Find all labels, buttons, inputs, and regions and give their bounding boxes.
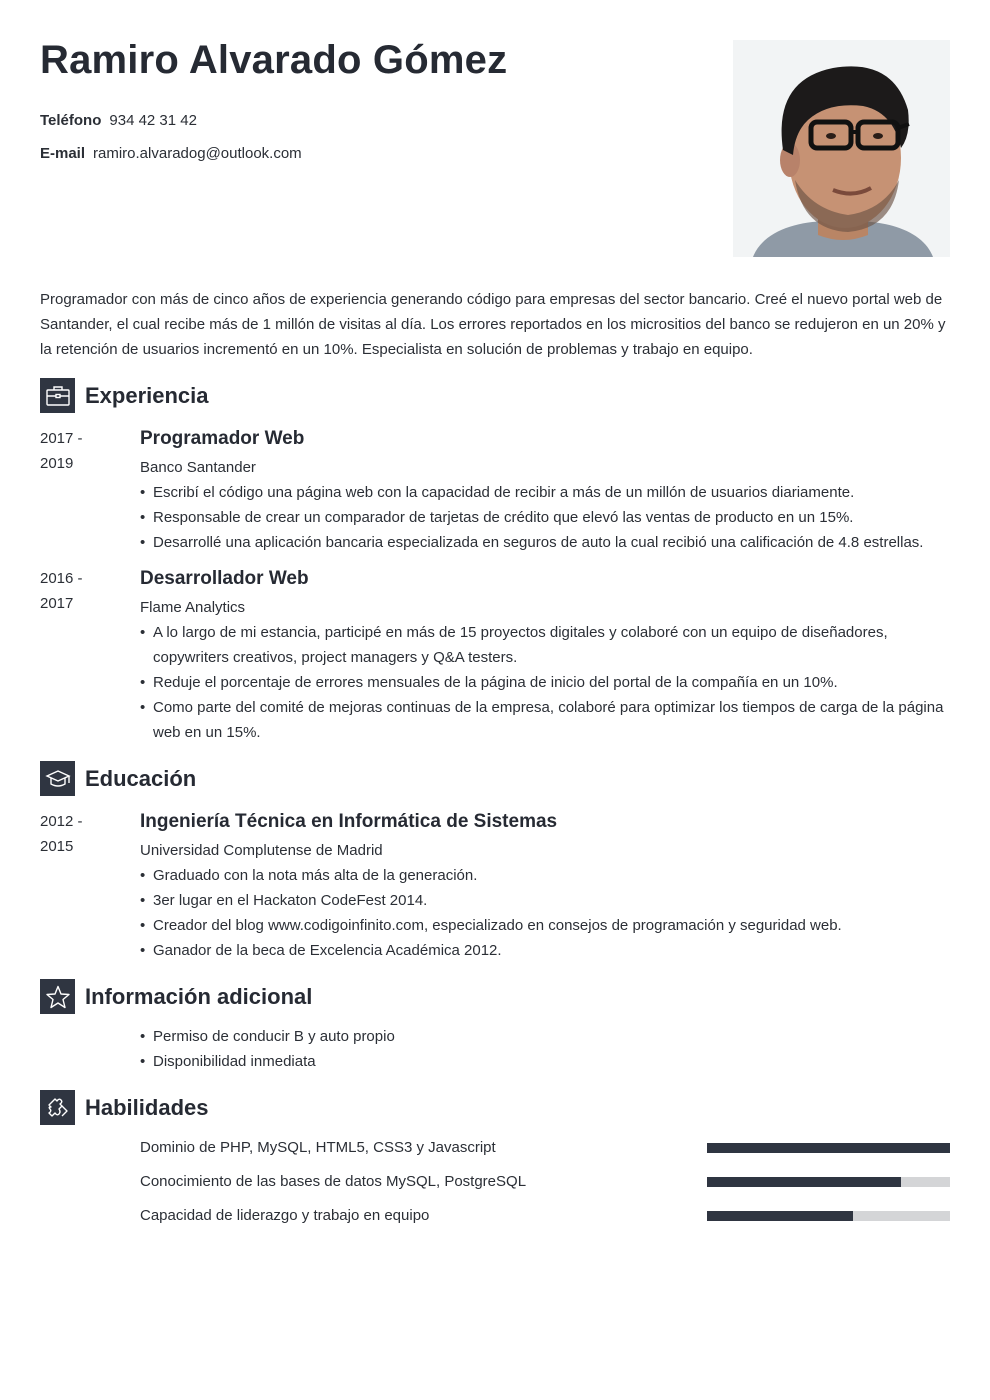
list-item: • Permiso de conducir B y auto propio xyxy=(140,1024,950,1049)
section-skills-header xyxy=(40,1090,208,1125)
list-item: • Creador del blog www.codigoinfinito.com, especializado en consejos de programación y seguridad web. xyxy=(140,913,950,938)
section-additional-header xyxy=(40,979,312,1014)
email-value: ramiro.alvaradog@outlook.com xyxy=(93,145,302,162)
star-icon xyxy=(40,979,75,1014)
skill-level-fill xyxy=(707,1177,901,1187)
list-item: • 3er lugar en el Hackaton CodeFest 2014. xyxy=(140,888,950,913)
section-title-additional: Información adicional xyxy=(85,983,313,1009)
skill-name: Dominio de PHP, MySQL, HTML5, CSS3 y Javascript xyxy=(140,1139,496,1156)
skill-level-fill xyxy=(707,1143,950,1153)
date-end: 2019 xyxy=(40,455,74,472)
date-start: 2012 - xyxy=(40,813,83,830)
entry-dates xyxy=(40,426,120,476)
list-item: • A lo largo de mi estancia, participé en más de 15 proyectos digitales y colaboré con un equipo de diseñadores, copywriters creativos, project managers y Q&A testers. xyxy=(140,620,950,670)
candidate-name: Ramiro Alvarado Gómez xyxy=(40,38,508,82)
section-title-experience: Experiencia xyxy=(85,382,209,408)
list-item: • Escribí el código una página web con la capacidad de recibir a más de un millón de usuarios diariamente. xyxy=(140,480,950,505)
entry-dates xyxy=(40,566,120,616)
date-start: 2017 - xyxy=(40,430,83,447)
skill-level-bar xyxy=(707,1143,950,1153)
skill-level-fill xyxy=(707,1211,853,1221)
section-experience-header xyxy=(40,378,209,413)
puzzle-piece-icon xyxy=(40,1090,75,1125)
job-title: Desarrollador Web xyxy=(140,568,309,589)
email-label: E-mail xyxy=(40,145,86,162)
briefcase-icon xyxy=(40,378,75,413)
entry-body xyxy=(140,809,950,963)
section-title-education: Educación xyxy=(85,765,197,791)
list-item: • Como parte del comité de mejoras continuas de la empresa, colaboré para optimizar los tiempos de carga de la página web en un 15%. xyxy=(140,695,950,745)
skill-name: Conocimiento de las bases de datos MySQL, PostgreSQL xyxy=(140,1173,527,1190)
list-item: • Graduado con la nota más alta de la generación. xyxy=(140,863,950,888)
list-item: • Ganador de la beca de Excelencia Académica 2012. xyxy=(140,938,950,963)
phone-row xyxy=(40,112,197,129)
skill-level-bar xyxy=(707,1177,950,1187)
section-education-header xyxy=(40,761,196,796)
section-title-skills: Habilidades xyxy=(85,1094,209,1120)
skill-row xyxy=(140,1205,950,1227)
skill-name: Capacidad de liderazgo y trabajo en equipo xyxy=(140,1207,430,1224)
email-row xyxy=(40,145,302,162)
achievement-list xyxy=(140,863,950,963)
date-end: 2017 xyxy=(40,595,74,612)
job-title: Programador Web xyxy=(140,428,305,449)
profile-summary: Programador con más de cinco años de experiencia generando código para empresas del sector bancario. Creé el nuevo portal web de Santander, el cual recibe más de 1 millón de visitas al día. Los errores reportados en los micrositios del banco se redujeron en un 20% y la retención de usuarios incrementó en un 10%. Especialista en solución de problemas y trabajo en equipo. xyxy=(40,291,946,358)
achievement-list xyxy=(140,480,950,555)
phone-label: Teléfono xyxy=(40,112,102,129)
entry-body xyxy=(140,426,950,555)
additional-info-list xyxy=(140,1024,950,1074)
skill-row xyxy=(140,1171,950,1193)
list-item: • Responsable de crear un comparador de tarjetas de crédito que elevó las ventas de producto en un 15%. xyxy=(140,505,950,530)
company-name: Banco Santander xyxy=(140,459,256,476)
achievement-list xyxy=(140,620,950,745)
entry-body xyxy=(140,566,950,745)
list-item: • Disponibilidad inmediata xyxy=(140,1049,950,1074)
company-name: Flame Analytics xyxy=(140,599,246,616)
skill-level-bar xyxy=(707,1211,950,1221)
date-end: 2015 xyxy=(40,838,74,855)
phone-value: 934 42 31 42 xyxy=(109,112,197,129)
graduation-cap-icon xyxy=(40,761,75,796)
list-item: • Desarrollé una aplicación bancaria especializada en seguros de auto la cual recibió una calificación de 4.8 estrellas. xyxy=(140,530,950,555)
skill-row xyxy=(140,1137,950,1159)
school-name: Universidad Complutense de Madrid xyxy=(140,842,383,859)
degree-title: Ingeniería Técnica en Informática de Sistemas xyxy=(140,811,558,832)
list-item: • Reduje el porcentaje de errores mensuales de la página de inicio del portal de la compañía en un 10%. xyxy=(140,670,950,695)
profile-photo xyxy=(733,40,950,257)
date-start: 2016 - xyxy=(40,570,83,587)
entry-dates xyxy=(40,809,120,859)
